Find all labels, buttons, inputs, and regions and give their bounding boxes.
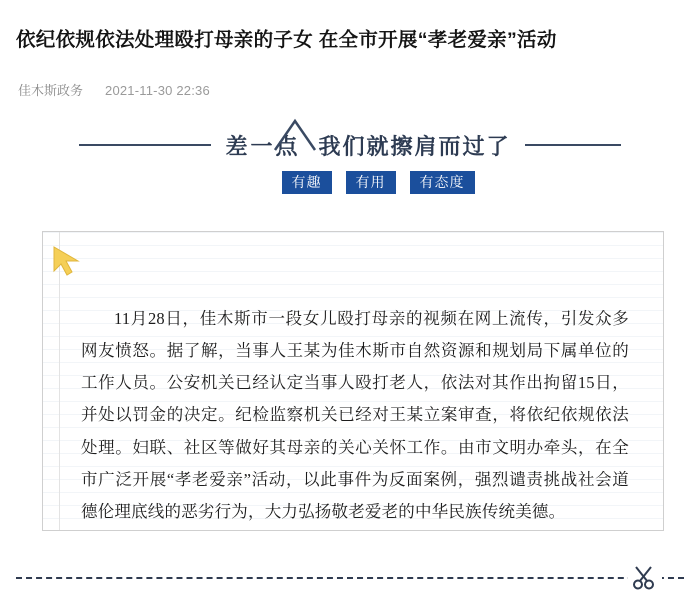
article-source[interactable]: 佳木斯政务 bbox=[18, 83, 84, 99]
banner-rule-left bbox=[79, 144, 211, 146]
scissors-icon bbox=[628, 563, 662, 593]
banner-row bbox=[14, 123, 686, 167]
article-body-card bbox=[42, 231, 664, 531]
page-title: 依纪依规依法处理殴打母亲的子女 在全市开展“孝老爱亲”活动 bbox=[16, 29, 557, 52]
banner-text-left: 差一点 bbox=[225, 133, 301, 159]
banner-rule-right bbox=[525, 144, 621, 146]
chevron-up-icon bbox=[272, 117, 318, 153]
tag-item[interactable]: 有趣 bbox=[282, 171, 332, 194]
article-body: 11月28日，佳木斯市一段女儿殴打母亲的视频在网上流传，引发众多网友愤怒。据了解，当事人王某为佳木斯市自然资源和规划局下属单位的工作人员。公安机关已经认定当事人殴打老人，依法对其作出拘留15日，并处以罚金的决定。纪检监察机关已经对王某立案审查，将依纪依规依法处理。妇联、社区等做好其母亲的关心关怀工作。由市文明办牵头，在全市广泛开展“孝老爱亲”活动，以此事件为反面案例，强烈谴责挑战社会道德伦理底线的恶劣行为，大力弘扬敬老爱老的中华民族传统美德。 bbox=[81, 308, 629, 521]
tag-item[interactable]: 有态度 bbox=[410, 171, 475, 194]
banner-text-right: 我们就擦肩而过了 bbox=[318, 133, 511, 159]
cut-line bbox=[16, 567, 684, 591]
article-timestamp: 2021-11-30 22:36 bbox=[105, 83, 210, 99]
byline bbox=[14, 66, 686, 99]
article-page bbox=[0, 13, 700, 613]
cut-dashed-rule bbox=[16, 577, 684, 579]
tag-item[interactable]: 有用 bbox=[346, 171, 396, 194]
tag-list bbox=[14, 171, 686, 194]
decorative-banner bbox=[14, 123, 686, 201]
